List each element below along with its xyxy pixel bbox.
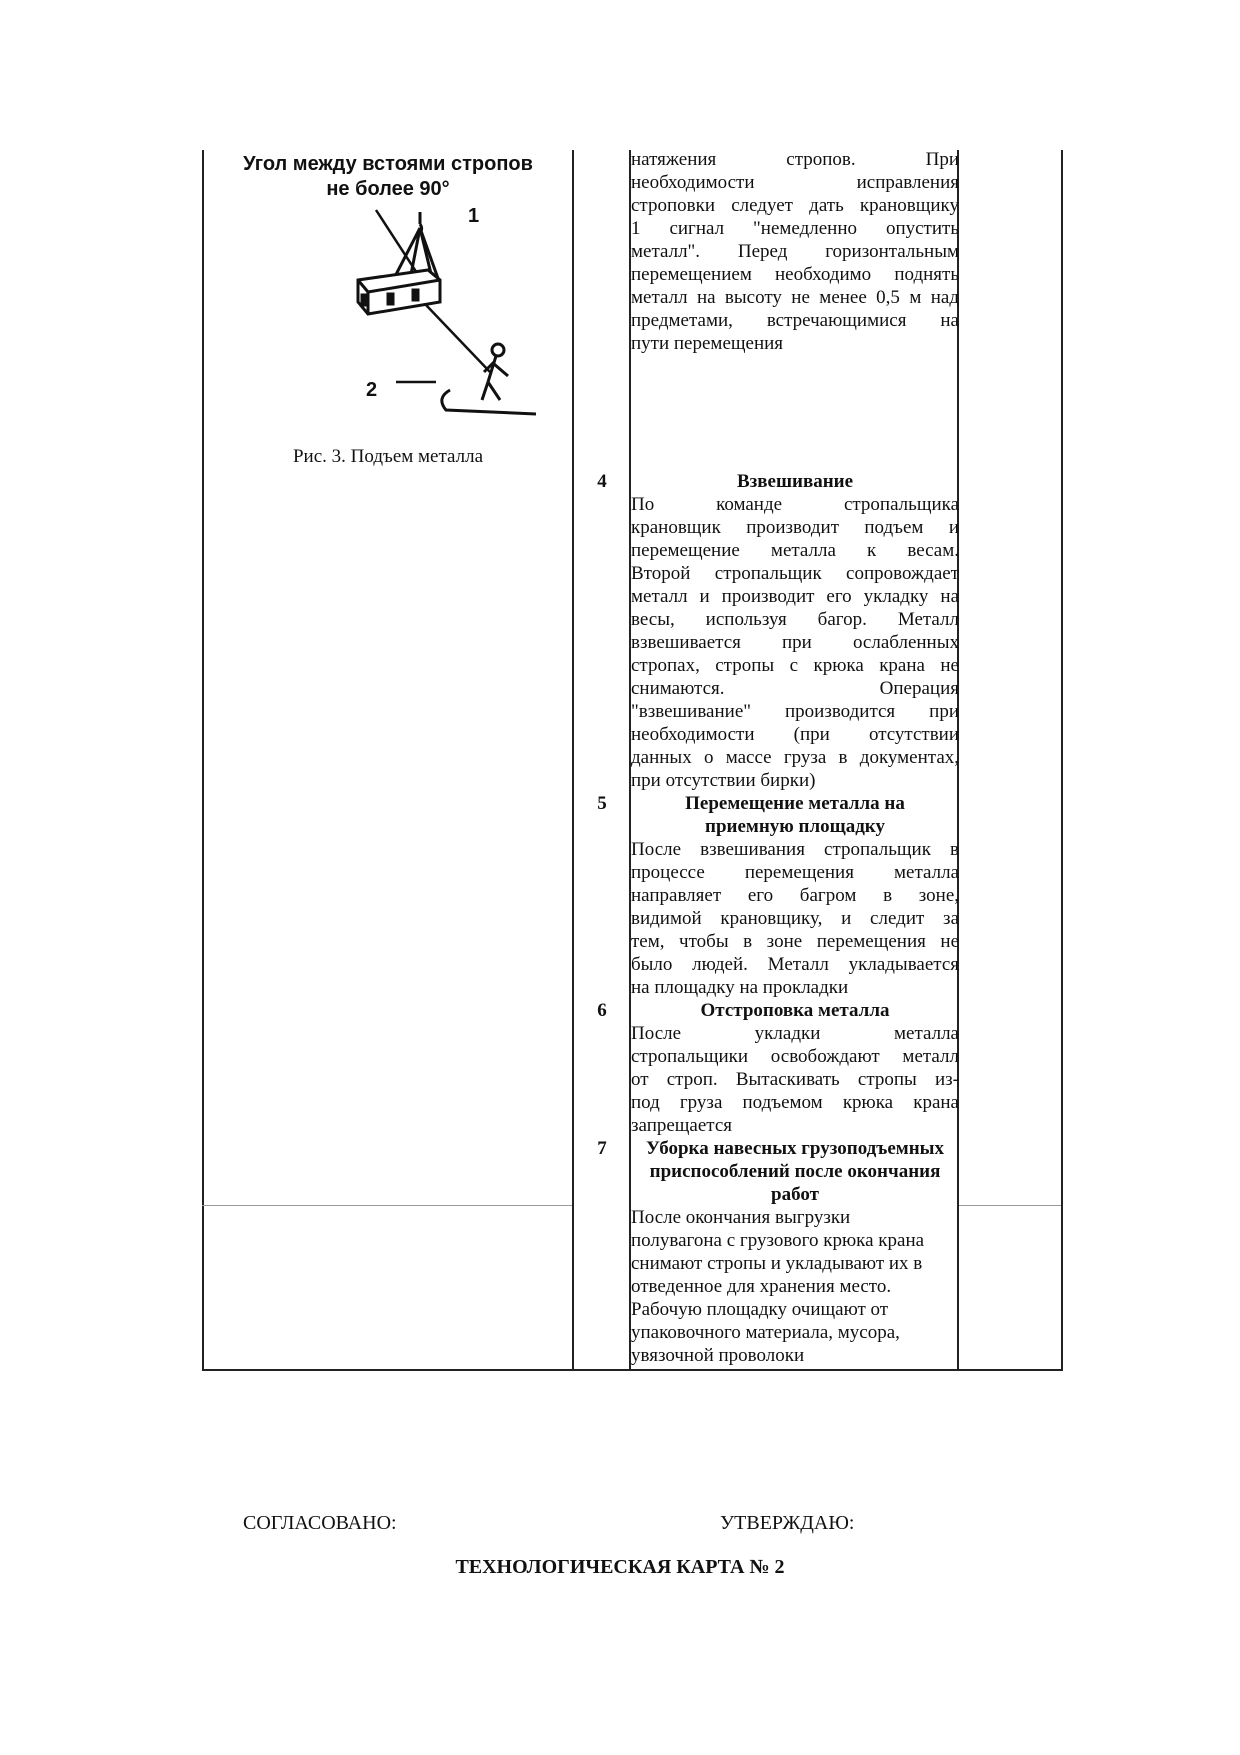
text-line: было людей. Металл укладывается: [631, 954, 959, 975]
step-title: Перемещение металла на: [685, 793, 905, 814]
text-line: металл и производит его укладку на: [631, 586, 959, 607]
text-line: направляет его багром в зоне,: [631, 885, 959, 906]
text-line: Рабочую площадку очищают от: [631, 1299, 889, 1320]
text-line: После окончания выгрузки: [631, 1207, 851, 1228]
text-line: снимают стропы и укладывают их в: [631, 1253, 923, 1274]
text-line: под груза подъемом крюка крана: [631, 1092, 959, 1113]
text-line: взвешивается при ослабленных: [631, 632, 959, 653]
text-line: необходимости (при отсутствии: [631, 724, 959, 745]
step-title: работ: [771, 1184, 819, 1205]
text-line: данных о массе груза в документах,: [631, 747, 959, 768]
text-line: 1 сигнал "немедленно опустить: [631, 218, 959, 239]
text-line: Второй стропальщик сопровождает: [631, 563, 959, 584]
approve-label: УТВЕРЖДАЮ:: [720, 1512, 855, 1534]
text-line: тем, чтобы в зоне перемещения не: [631, 931, 959, 952]
figure-heading-line2: не более 90°: [326, 178, 450, 200]
step-title: Уборка навесных грузоподъемных: [646, 1138, 944, 1159]
text-line: стропальщики освобождают металл: [631, 1046, 959, 1067]
text-line: строповки следует дать крановщику: [631, 195, 959, 216]
text-line: на площадку на прокладки: [631, 977, 849, 998]
hook-pole: [426, 305, 490, 372]
text-line: После укладки металла: [631, 1023, 959, 1044]
text-line: увязочной проволоки: [631, 1345, 805, 1366]
table-border-left: [202, 150, 204, 1371]
table-border-right: [1061, 150, 1063, 1371]
text-line: при отсутствии бирки): [631, 770, 816, 791]
table-border-col2: [572, 150, 574, 1371]
text-line: упаковочного материала, мусора,: [631, 1322, 900, 1343]
table-border-bottom: [202, 1369, 1063, 1371]
text-line: натяжения стропов. При: [631, 149, 959, 170]
step-number-6: 6: [597, 1000, 607, 1021]
continued-step-text: [631, 148, 959, 355]
step-4: [631, 470, 959, 792]
text-line: металл на высоту не менее 0,5 м над: [631, 287, 959, 308]
figure-label-1: 1: [468, 205, 480, 227]
step-title: Взвешивание: [736, 471, 854, 492]
text-line: от строп. Вытаскивать стропы из-: [631, 1069, 959, 1090]
step-5: [631, 792, 959, 999]
text-line: предметами, встречающимися на: [631, 310, 959, 331]
step-7: [631, 1137, 959, 1367]
lifting-illustration: [228, 150, 548, 420]
text-line: пути перемещения: [631, 333, 784, 354]
step-title: приемную площадку: [705, 816, 885, 837]
text-line: металл". Перед горизонтальным: [631, 241, 959, 262]
step-number-4: 4: [597, 471, 607, 492]
text-line: После взвешивания стропальщик в: [631, 839, 959, 860]
text-line: отведенное для хранения место.: [631, 1276, 892, 1297]
text-line: видимой крановщику, и следит за: [631, 908, 959, 929]
text-line: перемещением необходимо поднять: [631, 264, 959, 285]
text-line: крановщик производит подъем и: [631, 517, 959, 538]
text-line: весы, используя багор. Металл: [631, 609, 959, 630]
row-divider-step7-right: [959, 1205, 1061, 1206]
agreed-label: СОГЛАСОВАНО:: [243, 1512, 397, 1534]
text-line: "взвешивание" производится при: [631, 701, 959, 722]
document-title: ТЕХНОЛОГИЧЕСКАЯ КАРТА № 2: [455, 1556, 785, 1578]
text-line: перемещение металла к весам.: [631, 540, 959, 561]
step-6: [631, 999, 959, 1137]
text-line: снимаются. Операция: [631, 678, 959, 699]
step-number-7: 7: [597, 1138, 607, 1159]
step-title: приспособлений после окончания: [649, 1161, 941, 1182]
text-line: полувагона с грузового крюка крана: [631, 1230, 925, 1251]
text-line: По команде стропальщика: [631, 494, 959, 515]
text-line: стропах, стропы с крюка крана не: [631, 655, 959, 676]
figure-label-2: 2: [366, 379, 378, 401]
text-line: процессе перемещения металла: [631, 862, 959, 883]
slinger-worker: [442, 344, 536, 414]
text-line: запрещается: [631, 1115, 732, 1136]
figure-heading-line1: Угол между встоями стропов: [243, 153, 533, 175]
step-title: Отстроповка металла: [700, 1000, 890, 1021]
step-number-5: 5: [597, 793, 607, 814]
row-divider-step7: [202, 1205, 572, 1206]
figure-caption: Рис. 3. Подъем металла: [292, 446, 484, 467]
text-line: необходимости исправления: [631, 172, 959, 193]
